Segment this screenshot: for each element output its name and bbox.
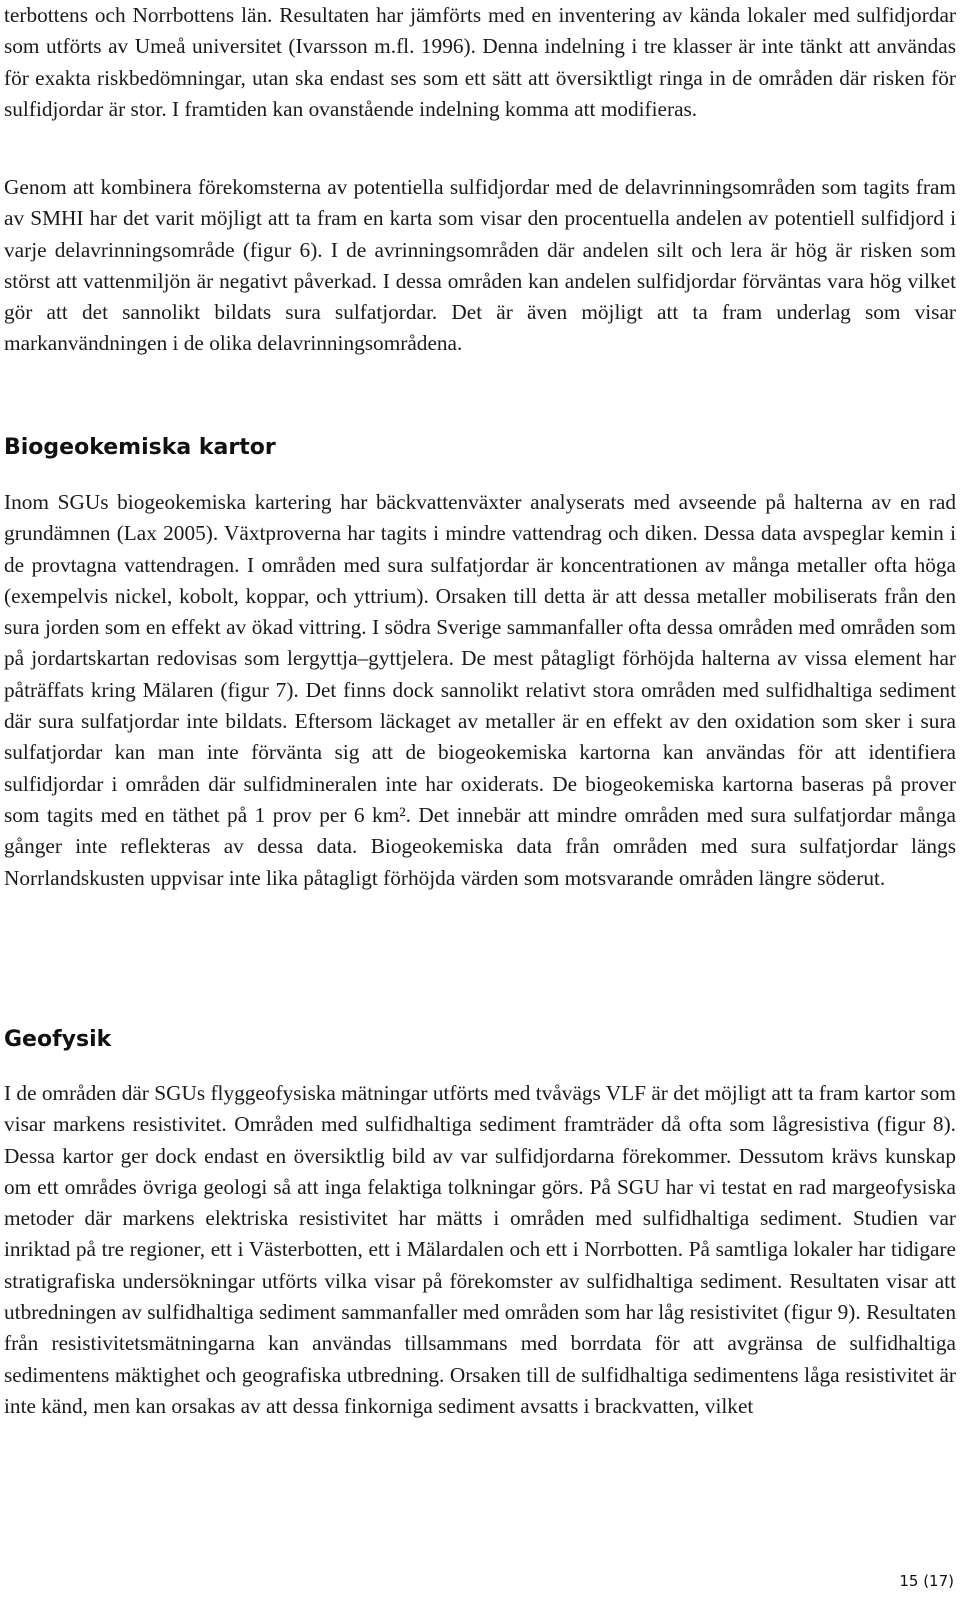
smhi-paragraph: Genom att kombinera förekomsterna av potentiella sulfidjordar med de delavrinningsområden som tagits fram av SMHI har det varit möjligt att ta fram en karta som visar den procentuella andelen av potentiell sulfidjord i varje delavrinningsområde (figur 6). I de avrinningsområden där andelen silt och lera är hög är risken som störst att vattenmiljön är negativt påverkad. I dessa områden kan andelen sulfidjordar förväntas vara hög vilket gör att det sannolikt bildats sura sulfatjordar. Det är även möjligt att ta fram underlag som visar markanvändningen i de olika delavrinningsområdena.	[4, 175, 956, 356]
biogeochemical-maps-heading: Biogeokemiska kartor	[4, 435, 276, 460]
page-number: 15 (17)	[899, 1572, 954, 1590]
geophysics-heading: Geofysik	[4, 1027, 112, 1052]
geophysics-paragraph: I de områden där SGUs flyggeofysiska mätningar utförts med tvåvägs VLF är det möjligt att ta fram kartor som visar markens resistivitet. Områden med sulfidhaltiga sediment framträder då ofta som lågresistiva (figur 8). Dessa kartor ger dock endast en översiktlig bild av var sulfidjordarna förekommer. Dessutom krävs kunskap om ett områdes övriga geologi så att inga felaktiga tolkningar görs. På SGU har vi testat en rad margeofysiska metoder där markens elektriska resistivitet har mätts i områden med sulfidhaltiga sediment. Studien var inriktad på tre regioner, ett i Västerbotten, ett i Mälardalen och ett i Norrbotten. På samtliga lokaler har tidigare stratigrafiska undersökningar utförts vilka visar på förekomster av sulfidhaltiga sediment. Resultaten visar att utbredningen av sulfidhaltiga sediment sammanfaller med områden som har låg resistivitet (figur 9). Resultaten från resistivitetsmätningarna kan användas tillsammans med borrdata för att avgränsa de sulfidhaltiga sedimentens mäktighet och geografiska utbredning. Orsaken till de sulfidhaltiga sedimentens låga resistivitet är inte känd, men kan orsakas av att dessa finkorniga sediment avsatts i brackvatten, vilket	[4, 1081, 956, 1418]
intro-paragraph: terbottens och Norrbottens län. Resultaten har jämförts med en inventering av kända lokaler med sulfidjordar som utförts av Umeå universitet (Ivarsson m.fl. 1996). Denna indelning i tre klasser är inte tänkt att användas för exakta riskbedömningar, utan ska endast ses som ett sätt att översiktligt ringa in de områden där risken för sulfidjordar är stor. I framtiden kan ovanstående indelning komma att modifieras.	[4, 3, 956, 121]
biogeochemical-paragraph: Inom SGUs biogeokemiska kartering har bäckvattenväxter analyserats med avseende på halterna av en rad grundämnen (Lax 2005). Växtproverna har tagits i mindre vattendrag och diken. Dessa data avspeglar kemin i de provtagna vattendragen. I områden med sura sulfatjordar är koncentrationen av många metaller ofta höga (exempelvis nickel, kobolt, koppar, och yttrium). Orsaken till detta är att dessa metaller mobiliserats från den sura jorden som en effekt av ökad vittring. I södra Sverige sammanfaller ofta dessa områden med områden som på jordartskartan redovisas som lergyttja–gyttjelera. De mest påtagligt förhöjda halterna av vissa element har påträffats kring Mälaren (figur 7). Det finns dock sannolikt relativt stora områden med sulfidhaltiga sediment där sura sulfatjordar inte bildats. Eftersom läckaget av metaller är en effekt av den oxidation som sker i sura sulfatjordar kan man inte förvänta sig att de biogeokemiska kartorna kan användas för att identifiera sulfidjordar i områden där sulfidmineralen inte har oxiderats. De biogeokemiska kartorna baseras på prover som tagits med en täthet på 1 prov per 6 km². Det innebär att mindre områden med sura sulfatjordar många gånger inte reflekteras av dessa data. Biogeokemiska data från områden med sura sulfatjordar längs Norrlandskusten uppvisar inte lika påtagligt förhöjda värden som motsvarande områden längre söderut.	[4, 490, 956, 890]
